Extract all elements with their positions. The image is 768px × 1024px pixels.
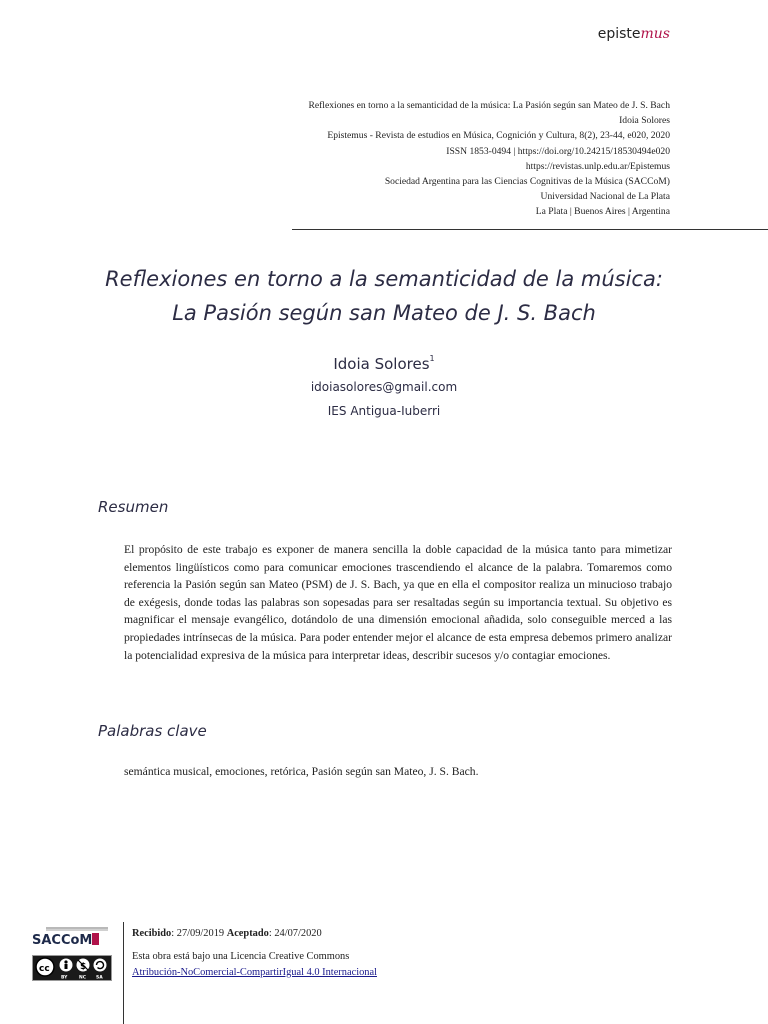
license-link-wrap[interactable] [132, 967, 377, 978]
saccom-logo-text: SACCoM [32, 933, 93, 947]
cc-license-badge[interactable] [32, 955, 112, 981]
license-link[interactable]: Atribución-NoComercial-CompartirIgual 4.0 Internacional [132, 967, 377, 978]
title-line-1: Reflexiones en torno a la semanticidad de la música: [105, 267, 663, 291]
author-institution: IES Antigua-Iuberri [327, 404, 441, 418]
meta-journal: Epistemus - Revista de estudios en Música, Cognición y Cultura, 8(2), 23-44, e020, 2020 [327, 130, 670, 142]
resumen-heading: Resumen [98, 498, 169, 516]
meta-author: Idoia Solores [619, 115, 670, 127]
dates-line [132, 928, 322, 939]
svg-text:$: $ [80, 962, 87, 972]
meta-society: Sociedad Argentina para las Ciencias Cognitivas de la Música (SACCoM) [384, 176, 670, 188]
keywords-text: semántica musical, emociones, retórica, Pasión según san Mateo, J. S. Bach. [124, 765, 479, 778]
brand-text: episte [597, 26, 641, 42]
author-name [0, 355, 768, 373]
keywords-heading: Palabras clave [98, 722, 207, 740]
brand-accent-text: mus [640, 26, 670, 42]
meta-article-title: Reflexiones en torno a la semanticidad de la música: La Pasión según san Mateo de J. S. Bach [308, 100, 670, 111]
cc-sa-label: SA [96, 975, 103, 980]
footer-divider [123, 922, 124, 1024]
journal-brand [598, 26, 670, 42]
meta-university: Universidad Nacional de La Plata [540, 191, 670, 203]
accepted-label: Aceptado [226, 928, 269, 939]
article-title [0, 262, 768, 330]
cc-sa-icon [94, 959, 107, 972]
abstract-text: El propósito de este trabajo es exponer de manera sencilla la doble capacidad de la música tanto para mimetizar elementos lingüísticos como para comunicar emociones trascendiendo el alcance de la palabra. Tomaremos como referencia la Pasión según san Mateo (PSM) de J. S. Bach, ya que en ella el compositor realiza un minucioso trabajo de exégesis, donde todas las palabras son sopesadas para ser resaltadas según su importancia textual. Su objetivo es magnificar el mensaje evangélico, dotándolo de una dimensión emocional añadida, solo conseguible merced a las propiedades intrínsecas de la música. Para poder entender mejor el alcance de esta empresa debemos primero analizar la potencialidad expresiva de la música para interpretar ideas, describir sucesos y/o contagiar emociones. [124, 543, 672, 662]
cc-nc-label: NC [79, 975, 87, 980]
saccom-logo-graphic [32, 925, 110, 947]
author-email[interactable]: idoiasolores@gmail.com [310, 380, 458, 394]
cc-by-label: BY [61, 975, 68, 980]
accepted-date: : 24/07/2020 [268, 928, 322, 939]
saccom-logo [32, 925, 110, 952]
received-label: Recibido [132, 928, 172, 939]
meta-issn-doi[interactable]: ISSN 1853-0494 | https://doi.org/10.24215/18530494e020 [446, 145, 670, 157]
received-date: : 27/09/2019 [171, 928, 227, 939]
author-footnote-marker[interactable]: 1 [429, 354, 435, 363]
citation-metadata [308, 98, 670, 220]
meta-location: La Plata | Buenos Aires | Argentina [535, 206, 670, 218]
author-name-text: Idoia Solores [333, 355, 430, 373]
svg-text:cc: cc [39, 964, 50, 974]
header-divider [292, 229, 768, 230]
license-line: Esta obra está bajo una Licencia Creative Commons [132, 951, 350, 962]
cc-badge-graphic [33, 956, 111, 980]
title-line-2: La Pasión según san Mateo de J. S. Bach [172, 301, 596, 325]
meta-url[interactable]: https://revistas.unlp.edu.ar/Epistemus [525, 160, 670, 172]
